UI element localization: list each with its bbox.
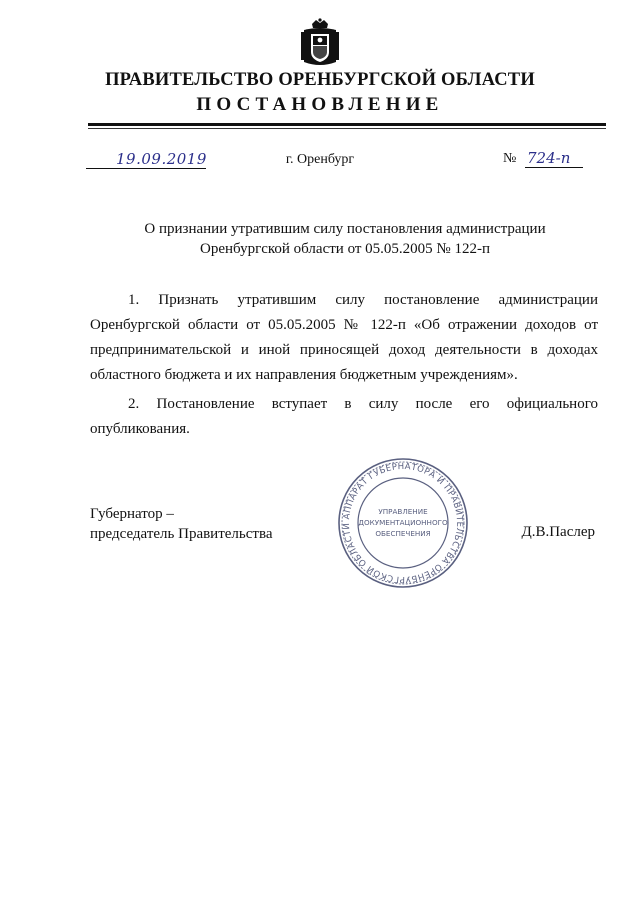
document-city: г. Оренбург	[285, 152, 355, 167]
header-rule-thick	[88, 123, 606, 126]
coat-of-arms-emblem	[298, 18, 342, 73]
position-line-2: председатель Правительства	[90, 526, 273, 542]
document-number: 724-п	[527, 149, 571, 167]
body-paragraph-1: 1. Признать утратившим силу постановление администрации Оренбургской области от 05.05.2005 № 122-п «Об отражении доходов от предпринимательской и иной приносящей доход деятельности в доходах областного бюджета и их направления бюджетным учреждениям».	[90, 292, 598, 383]
number-sign: №	[503, 151, 517, 166]
stamp-center-line-1: УПРАВЛЕНИЕ	[378, 507, 428, 516]
stamp-center-line-3: ОБЕСПЕЧЕНИЯ	[375, 529, 431, 538]
header-rule-thin	[88, 128, 606, 129]
signatory-position	[90, 504, 273, 544]
stamp-center-line-2: ДОКУМЕНТАЦИОННОГО	[358, 518, 448, 527]
stamp-ring-text: АППАРАТ ГУБЕРНАТОРА И ПРАВИТЕЛЬСТВА ОРЕНБУРГСКОЙ ОБЛАСТИ	[341, 461, 465, 585]
date-underline	[86, 168, 206, 169]
document-date: 19.09.2019	[116, 150, 207, 168]
document-body	[90, 288, 598, 446]
official-stamp	[336, 456, 470, 595]
document-subject	[100, 219, 590, 259]
document-number-field	[503, 149, 583, 171]
number-underline	[525, 167, 583, 168]
document-type-heading: ПОСТАНОВЛЕНИЕ	[196, 94, 444, 115]
subject-line-1: О признании утратившим силу постановления администрации	[144, 221, 546, 237]
position-line-1: Губернатор –	[90, 506, 174, 522]
body-paragraph-2: 2. Постановление вступает в силу после его официального опубликования.	[90, 396, 598, 437]
signer-name: Д.В.Паслер	[521, 524, 595, 540]
subject-line-2: Оренбургской области от 05.05.2005 № 122-п	[199, 241, 491, 257]
organization-title: ПРАВИТЕЛЬСТВО ОРЕНБУРГСКОЙ ОБЛАСТИ	[105, 70, 535, 90]
